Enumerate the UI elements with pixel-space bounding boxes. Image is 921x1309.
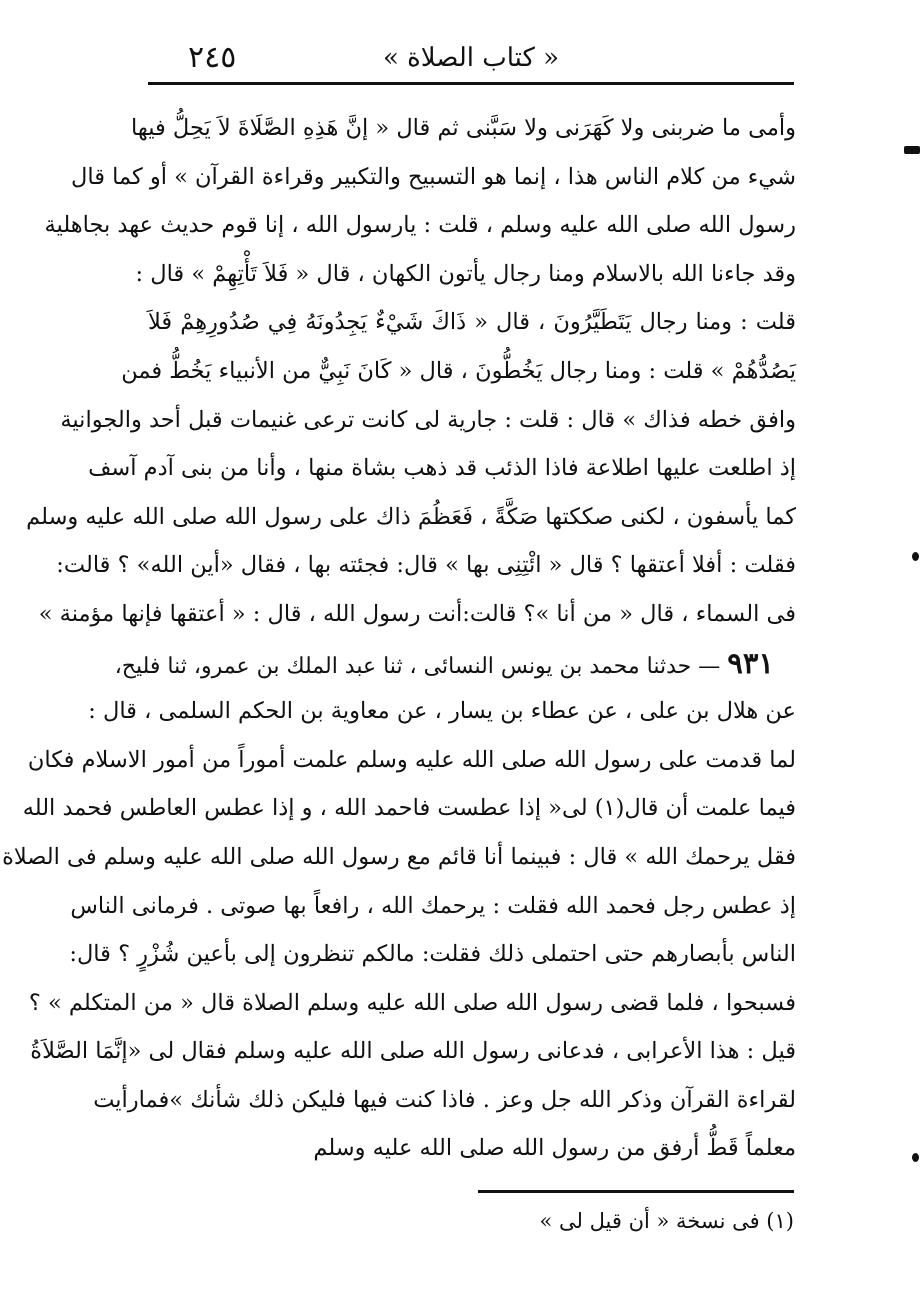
- text-line: فقل يرحمك الله » قال : فبينما أنا قائم مع رسول الله صلى الله عليه وسلم فى الصلاة: [2, 843, 796, 870]
- text-line: يَصُدُّهُمْ » قلت : ومنا رجال يَخُطُّونَ ، قال « كَانَ نَبِيٌّ من الأنبياء يَخُطُّ فمن: [121, 357, 796, 384]
- text-line: قيل : هذا الأعرابى ، فدعانى رسول الله صلى الله عليه وسلم فقال لى «إنَّمَا الصَّلاَةُ: [30, 1038, 796, 1065]
- body-text: [2, 104, 796, 1173]
- page-number: ٢٤٥: [188, 40, 237, 75]
- running-title: « كتاب الصلاة »: [382, 43, 560, 73]
- text-line: الناس بأبصارهم حتى احتملى ذلك فقلت: مالكم تنظرون إلى بأعين شُزْرٍ ؟ قال:: [69, 941, 796, 968]
- scan-mark: [912, 1153, 919, 1162]
- text-line: إذ عطس رجل فحمد الله فقلت : يرحمك الله ، رافعاً بها صوتى . فرمانى الناس: [70, 892, 796, 919]
- text-line: فى السماء ، قال « من أنا »؟ قالت:أنت رسول الله ، قال : « أعتقها فإنها مؤمنة »: [38, 600, 796, 627]
- text-line: عن هلال بن على ، عن عطاء بن يسار ، عن معاوية بن الحكم السلمى ، قال :: [88, 698, 796, 725]
- scan-mark: [912, 552, 919, 561]
- text-line: لقراءة القرآن وذكر الله جل وعز . فاذا كنت فيها فليكن ذلك شأنك »فمارأيت: [93, 1086, 796, 1113]
- hadith-number: ٩٣١: [727, 645, 774, 680]
- page-header: [148, 38, 794, 82]
- text-line: لما قدمت على رسول الله صلى الله عليه وسلم علمت أموراً من أمور الاسلام فكان: [27, 746, 796, 773]
- header-rule: [148, 82, 794, 85]
- footnote: (١) فى نسخة « أن قيل لى »: [539, 1209, 794, 1233]
- text-line: فسبحوا ، فلما قضى رسول الله صلى الله عليه وسلم الصلاة قال « من المتكلم » ؟: [28, 989, 796, 1016]
- footnote-rule: [478, 1190, 794, 1193]
- text-line: قلت : ومنا رجال يَتَطَيَّرُونَ ، قال « ذَاكَ شَيْءٌ يَجِدُونَهُ فِي صُدُورِهِمْ فَلاَ: [148, 309, 796, 336]
- text-line: فقلت : أفلا أعتقها ؟ قال « ائْتِنِى بها » قال: فجئته بها ، فقال «أين الله» ؟ قالت:: [56, 552, 796, 579]
- hadith-isnad: — حدثنا محمد بن يونس النسائى ، ثنا عبد الملك بن عمرو، ثنا فليح،: [114, 653, 721, 679]
- hadith-first-line: [114, 639, 796, 688]
- text-line: رسول الله صلى الله عليه وسلم ، قلت : يارسول الله ، إنا قوم حديث عهد بجاهلية: [44, 212, 796, 239]
- text-line: وافق خطه فذاك » قال : قلت : جارية لى كانت ترعى غنيمات قبل أحد والجوانية: [60, 406, 796, 433]
- scan-mark: [904, 146, 920, 154]
- text-line: وقد جاءنا الله بالاسلام ومنا رجال يأتون الكهان ، قال « فَلاَ تَأْتِهِمْ » قال :: [135, 260, 796, 287]
- text-line: كما يأسفون ، لكنى صككتها صَكَّةً ، فَعَظُمَ ذاك على رسول الله صلى الله عليه وسلم: [26, 503, 796, 530]
- text-line: فيما علمت أن قال(١) لى« إذا عطست فاحمد الله ، و إذا عطس العاطس فحمد الله: [22, 795, 796, 822]
- text-line: شيء من كلام الناس هذا ، إنما هو التسبيح والتكبير وقراءة القرآن » أو كما قال: [71, 163, 796, 190]
- text-line: معلماً قَطُّ أرفق من رسول الله صلى الله عليه وسلم: [313, 1135, 796, 1162]
- text-line: وأمى ما ضربنى ولا كَهَرَنى ولا سَبَّنى ثم قال « إنَّ هَذِهِ الصَّلَاةَ لاَ يَحِلُّ فيها: [131, 115, 796, 141]
- text-line: إذ اطلعت عليها اطلاعة فاذا الذئب قد ذهب بشاة منها ، وأنا من بنى آدم آسف: [88, 455, 796, 482]
